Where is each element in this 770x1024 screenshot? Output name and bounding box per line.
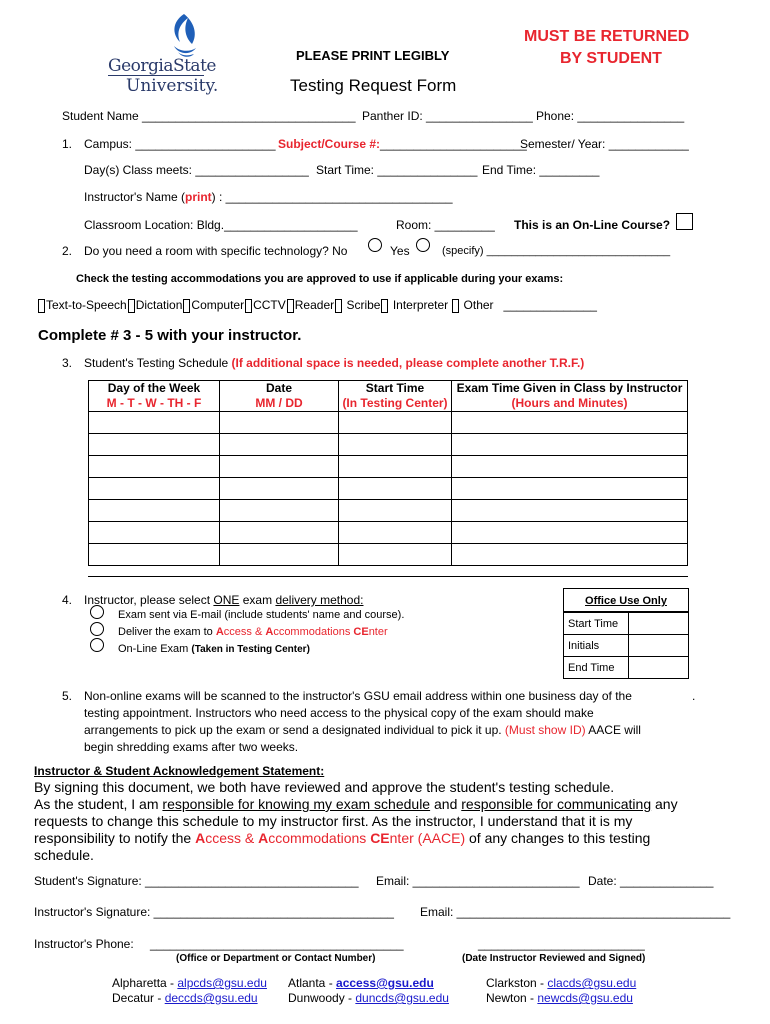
schedule-header-row — [89, 381, 688, 412]
schedule-body — [89, 412, 688, 566]
col-exam-time — [452, 381, 688, 412]
logo-line1: GeorgiaState — [108, 56, 216, 76]
review-date-field[interactable]: _________________________ — [478, 937, 645, 951]
table-cell[interactable] — [452, 522, 688, 544]
start-time-field[interactable]: Start Time: _______________ — [316, 163, 478, 177]
campus-name: Clarkston - — [486, 976, 548, 990]
email-link[interactable]: deccds@gsu.edu — [164, 991, 258, 1005]
table-cell[interactable] — [89, 522, 220, 544]
instructor-name-field[interactable] — [84, 190, 453, 204]
table-cell[interactable] — [89, 500, 220, 522]
ack-line4-pre: responsibility to notify the — [34, 830, 196, 846]
table-cell[interactable] — [339, 522, 452, 544]
delivery-aace-radio[interactable] — [90, 622, 104, 636]
table-row — [89, 500, 688, 522]
subject-course-label: Subject/Course #: — [278, 137, 381, 151]
panther-id-field[interactable]: Panther ID: ________________ — [362, 109, 533, 123]
date-field[interactable]: Date: ______________ — [588, 874, 714, 888]
office-cell[interactable] — [629, 635, 689, 657]
tech-no-radio[interactable] — [368, 238, 382, 252]
table-cell[interactable] — [339, 434, 452, 456]
delivery-online-label — [118, 643, 310, 655]
office-cell[interactable] — [629, 613, 689, 635]
contact-decatur — [112, 991, 258, 1005]
instructor-email-field[interactable]: Email: _________________________________________ — [420, 905, 731, 919]
table-cell[interactable] — [339, 456, 452, 478]
accommodation-label: Text-to-Speech — [46, 298, 127, 312]
table-row — [89, 412, 688, 434]
accommodation-label: Interpreter — [389, 298, 449, 312]
campus-name: Dunwoody - — [288, 991, 356, 1005]
office-use-title: Office Use Only — [585, 595, 667, 607]
subject-course-blank: ______________________ — [380, 137, 527, 151]
campus-name: Decatur - — [112, 991, 165, 1005]
aace-nter: nter — [368, 626, 388, 638]
table-cell[interactable] — [452, 500, 688, 522]
aace-a2: A — [265, 626, 274, 638]
ack-knowing: responsible for knowing my exam schedule — [162, 796, 431, 812]
ack-line5: schedule. — [34, 847, 94, 863]
col-date-title: Date — [265, 381, 292, 395]
ack-statement — [34, 779, 734, 864]
classroom-bldg-field[interactable]: Classroom Location: Bldg.____________________ — [84, 218, 358, 232]
accommodation-checkbox[interactable] — [38, 299, 45, 313]
ack-aace-ccomm: ccommodations — [268, 830, 371, 846]
student-signature-field[interactable]: Student's Signature: ________________________________ — [34, 874, 359, 888]
instructor-name-label: Instructor's Name ( — [84, 190, 185, 204]
tech-question: Do you need a room with specific technology? No — [84, 244, 348, 258]
aace-ce: CE — [353, 626, 369, 638]
accommodation-checkbox[interactable] — [183, 299, 190, 313]
delivery-intro — [84, 593, 363, 607]
table-cell[interactable] — [89, 434, 220, 456]
table-row — [89, 544, 688, 566]
office-cell[interactable] — [629, 657, 689, 679]
ack-line3: requests to change this schedule to my instructor first. As the instructor, I understand that it is my — [34, 813, 633, 829]
aace-a1: A — [215, 626, 224, 638]
room-field[interactable]: Room: _________ — [396, 218, 495, 232]
table-cell[interactable] — [452, 434, 688, 456]
campus-name: Newton - — [486, 991, 538, 1005]
student-email-field[interactable]: Email: _________________________ — [376, 874, 580, 888]
table-cell[interactable] — [339, 478, 452, 500]
accommodation-label: Computer — [191, 298, 245, 312]
office-label: Initials — [564, 635, 629, 657]
delivery-method: delivery method: — [275, 593, 364, 607]
delivery-online-note: (Taken in Testing Center) — [191, 644, 310, 655]
table-cell[interactable] — [89, 456, 220, 478]
office-label: End Time — [564, 657, 629, 679]
table-cell[interactable] — [339, 412, 452, 434]
ack-line2 — [34, 796, 734, 813]
item-5-number: 5. — [62, 689, 73, 703]
email-link[interactable]: newcds@gsu.edu — [537, 991, 633, 1005]
delivery-email-radio[interactable] — [90, 605, 104, 619]
item-3-number: 3. — [62, 356, 73, 370]
accommodation-label: Dictation — [135, 298, 183, 312]
instructor-phone-label: Instructor's Phone: — [34, 937, 134, 951]
campus-name: Alpharetta - — [112, 976, 178, 990]
ack-aace-a1: A — [195, 830, 206, 846]
campus-name: Atlanta - — [288, 976, 337, 990]
ack-aace-ce: CE — [370, 830, 390, 846]
col-date-sub: MM / DD — [255, 396, 303, 410]
table-cell[interactable] — [452, 412, 688, 434]
delivery-aace-label — [118, 626, 388, 638]
table-cell[interactable] — [452, 456, 688, 478]
tech-specify-field[interactable]: (specify) ______________________________ — [442, 245, 671, 257]
date-reviewed-caption: (Date Instructor Reviewed and Signed) — [462, 953, 646, 964]
table-row — [89, 522, 688, 544]
accommodation-checkbox[interactable] — [128, 299, 135, 313]
ack-and: and — [430, 796, 462, 812]
flame-icon — [164, 12, 204, 62]
office-label: Start Time — [564, 613, 629, 635]
ack-communicating: responsible for communicating — [461, 796, 652, 812]
table-cell[interactable] — [89, 412, 220, 434]
accommodation-label: Scribe — [343, 298, 381, 312]
col-exam-sub: (Hours and Minutes) — [511, 396, 628, 410]
contact-newton — [486, 991, 633, 1005]
email-link[interactable]: access@gsu.edu — [336, 976, 434, 990]
col-start-title: Start Time — [365, 381, 425, 395]
table-row — [564, 613, 689, 635]
delivery-aace-pre: Deliver the exam to — [118, 626, 216, 638]
table-cell[interactable] — [339, 500, 452, 522]
item5-line3 — [84, 723, 641, 737]
accommodations-heading: Check the testing accommodations you are approved to use if applicable during your exams: — [76, 273, 564, 285]
col-exam-title: Exam Time Given in Class by Instructor — [456, 381, 683, 395]
table-row — [564, 635, 689, 657]
ack-aace-nter: nter (AACE) — [389, 830, 466, 846]
table-cell[interactable] — [220, 412, 339, 434]
table-cell[interactable] — [339, 544, 452, 566]
table-cell[interactable] — [89, 544, 220, 566]
accommodation-checkbox[interactable] — [381, 299, 388, 313]
accommodation-checkbox[interactable] — [245, 299, 252, 313]
item5-line3-text: arrangements to pick up the exam or send a designated individual to pick it up. — [84, 723, 505, 737]
form-title: Testing Request Form — [290, 76, 457, 95]
phone-field[interactable]: Phone: ________________ — [536, 109, 685, 123]
ack-title: Instructor & Student Acknowledgement Statement: — [34, 764, 325, 778]
ack-line4-post: of any changes to this testing — [465, 830, 651, 846]
item5-dot: . — [692, 689, 696, 703]
table-cell[interactable] — [220, 544, 339, 566]
aace-ccess: ccess & — [223, 626, 266, 638]
online-course-checkbox[interactable] — [676, 213, 693, 230]
testing-schedule-table — [88, 380, 688, 566]
instructor-signature-field[interactable]: Instructor's Signature: ____________________________________ — [34, 905, 394, 919]
schedule-label-line — [84, 356, 584, 370]
return-line2: BY STUDENT — [560, 50, 662, 67]
tech-yes-label: Yes — [390, 244, 410, 258]
ack-line4 — [34, 830, 734, 847]
delivery-exam: exam — [239, 593, 276, 607]
instructor-name-blank: ) : __________________________________ — [211, 190, 453, 204]
student-name-field[interactable]: Student Name ________________________________ — [62, 109, 356, 123]
item5-line3-end: AACE will — [585, 723, 641, 737]
col-day-title: Day of the Week — [107, 381, 201, 395]
table-cell[interactable] — [220, 500, 339, 522]
accommodation-label: Other — [460, 298, 494, 312]
table-row — [89, 434, 688, 456]
table-row — [89, 478, 688, 500]
contact-atlanta — [288, 976, 434, 990]
table-cell[interactable] — [452, 478, 688, 500]
semester-year-field[interactable]: Semester/ Year: ____________ — [520, 137, 689, 151]
delivery-one: ONE — [213, 593, 240, 607]
table-cell[interactable] — [220, 522, 339, 544]
subject-course-field[interactable] — [278, 137, 527, 151]
email-link[interactable]: clacds@gsu.edu — [547, 976, 637, 990]
delivery-intro-text: Instructor, please select — [84, 593, 214, 607]
item-4-number: 4. — [62, 593, 73, 607]
contact-dunwoody — [288, 991, 449, 1005]
instructor-phone-field[interactable]: ______________________________________ — [150, 937, 404, 951]
email-link[interactable]: duncds@gsu.edu — [355, 991, 449, 1005]
tech-yes-radio[interactable] — [416, 238, 430, 252]
table-cell[interactable] — [89, 478, 220, 500]
col-start-time — [339, 381, 452, 412]
schedule-label: Student's Testing Schedule — [84, 356, 229, 370]
ack-any: any — [651, 796, 678, 812]
contact-clarkston — [486, 976, 636, 990]
accommodation-checkbox[interactable] — [452, 299, 459, 313]
table-cell[interactable] — [220, 456, 339, 478]
table-cell[interactable] — [220, 478, 339, 500]
table-row — [89, 456, 688, 478]
table-row — [564, 657, 689, 679]
aace-ccomm: ccommodations — [273, 626, 354, 638]
ack-aace-a2: A — [258, 830, 269, 846]
office-use-table — [563, 612, 689, 679]
other-blank[interactable]: ______________ — [503, 298, 597, 312]
item-1-number: 1. — [62, 137, 73, 151]
col-start-sub: (In Testing Center) — [342, 396, 448, 410]
schedule-note: (If additional space is needed, please complete another T.R.F.) — [231, 356, 585, 370]
ack-line2-pre: As the student, I am — [34, 796, 163, 812]
email-link[interactable]: alpcds@gsu.edu — [177, 976, 267, 990]
item-2-number: 2. — [62, 244, 73, 258]
accommodations-options — [38, 298, 597, 313]
delivery-email-label: Exam sent via E-mail (include students' name and course). — [118, 609, 405, 621]
print-legibly: PLEASE PRINT LEGIBLY — [296, 48, 450, 63]
col-day-sub: M - T - W - TH - F — [106, 396, 202, 410]
accommodation-label: CCTV — [253, 298, 286, 312]
delivery-online-radio[interactable] — [90, 638, 104, 652]
office-use-title-box — [563, 588, 689, 612]
item5-line4: begin shredding exams after two weeks. — [84, 740, 299, 754]
online-course-label: This is an On-Line Course? — [514, 218, 671, 232]
accommodation-checkbox[interactable] — [335, 299, 342, 313]
accommodation-label: Reader — [294, 298, 335, 312]
gsu-logo — [104, 12, 219, 98]
campus-field[interactable]: Campus: _____________________ — [84, 137, 276, 151]
schedule-bottom-line — [88, 576, 688, 577]
return-line1: MUST BE RETURNED — [524, 28, 690, 45]
ack-line1: By signing this document, we both have reviewed and approve the student's testing schedule. — [34, 779, 615, 795]
delivery-online-text: On-Line Exam — [118, 643, 192, 655]
table-cell[interactable] — [452, 544, 688, 566]
col-date — [220, 381, 339, 412]
ack-aace-ccess: ccess & — [205, 830, 259, 846]
col-day-of-week — [89, 381, 220, 412]
item5-line2: testing appointment. Instructors who need access to the physical copy of the exam should make — [84, 706, 594, 720]
table-cell[interactable] — [220, 434, 339, 456]
contact-alpharetta — [112, 976, 267, 990]
item5-line1: Non-online exams will be scanned to the instructor's GSU email address within one business day of the — [84, 689, 632, 703]
must-show-id: (Must show ID) — [504, 723, 586, 737]
logo-line2: University. — [126, 76, 219, 96]
days-class-meets-field[interactable]: Day(s) Class meets: _________________ — [84, 163, 309, 177]
print-word: print — [184, 190, 212, 204]
end-time-field[interactable]: End Time: _________ — [482, 163, 600, 177]
office-contact-caption: (Office or Department or Contact Number) — [176, 953, 376, 964]
complete-heading: Complete # 3 - 5 with your instructor. — [38, 327, 302, 344]
accommodation-checkbox[interactable] — [287, 299, 294, 313]
